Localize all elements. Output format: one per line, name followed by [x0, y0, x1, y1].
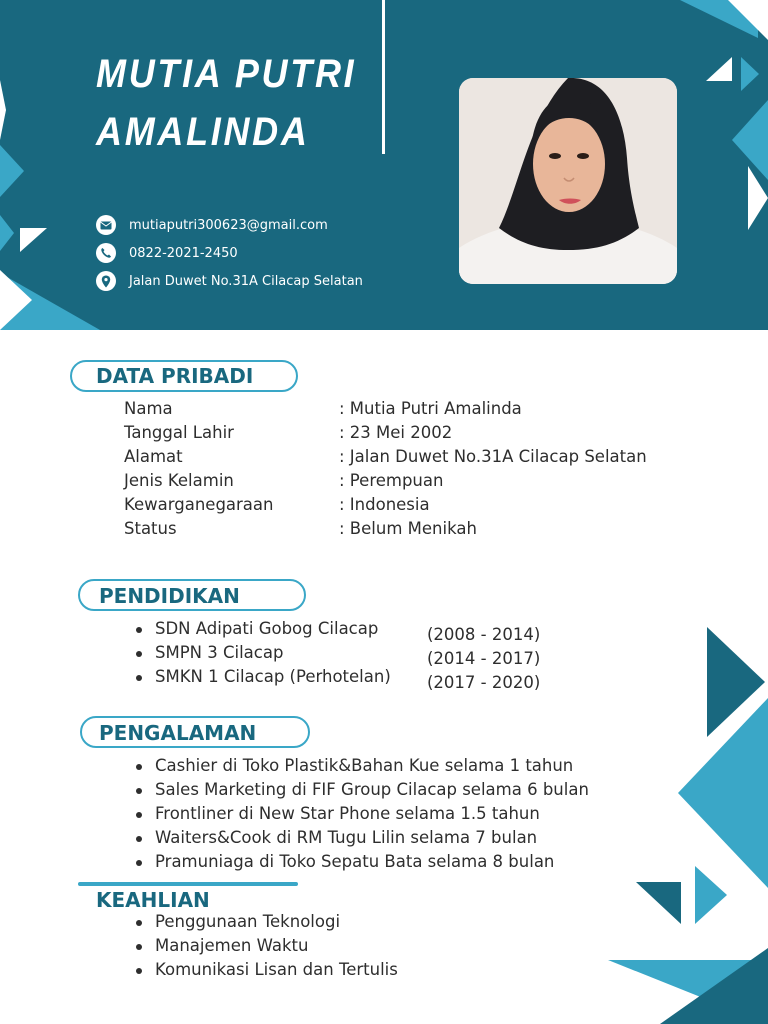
header-banner [0, 0, 768, 330]
decor-triangle [0, 80, 6, 140]
decor-triangle [608, 960, 768, 1024]
personal-row-tanggal-lahir [124, 423, 684, 447]
pengalaman-title: PENGALAMAN [99, 721, 257, 745]
contact-address [96, 271, 363, 291]
personal-row-jenis-kelamin [124, 471, 684, 495]
email-text[interactable]: mutiaputri300623@gmail.com [129, 217, 328, 233]
phone-text[interactable]: 0822-2021-2450 [129, 245, 238, 261]
experience-item: Sales Marketing di FIF Group Cilacap selama 6 bulan [155, 780, 589, 799]
decor-triangle [660, 948, 768, 1024]
bullet-dot [136, 788, 142, 794]
decor-triangle [741, 57, 759, 91]
bullet-dot [136, 627, 142, 633]
phone-icon [96, 243, 116, 263]
bullet-dot [136, 651, 142, 657]
education-school: SDN Adipati Gobog Cilacap [155, 619, 379, 638]
personal-value: : Perempuan [339, 471, 444, 490]
skill-item: Komunikasi Lisan dan Tertulis [155, 960, 398, 979]
decor-triangle [728, 0, 768, 40]
personal-row-nama [124, 399, 684, 423]
personal-row-kewarganegaraan [124, 495, 684, 519]
bullet-dot [136, 944, 142, 950]
keahlian-header-line [78, 882, 298, 886]
bullet-dot [136, 836, 142, 842]
personal-row-alamat [124, 447, 684, 471]
envelope-icon [96, 215, 116, 235]
skill-item: Penggunaan Teknologi [155, 912, 341, 931]
decor-triangle [0, 270, 32, 330]
personal-value: : 23 Mei 2002 [339, 423, 453, 442]
experience-item: Pramuniaga di Toko Sepatu Bata selama 8 bulan [155, 852, 555, 871]
skill-item: Manajemen Waktu [155, 936, 309, 955]
personal-value: : Indonesia [339, 495, 430, 514]
bullet-dot [136, 968, 142, 974]
education-years: (2017 - 2020) [427, 673, 541, 692]
header-divider [382, 0, 385, 154]
decor-triangle [0, 145, 24, 197]
location-pin-icon [96, 271, 116, 291]
experience-item: Cashier di Toko Plastik&Bahan Kue selama 1 tahun [155, 756, 574, 775]
decor-triangle [748, 166, 768, 230]
personal-label: Nama [124, 399, 173, 418]
personal-label: Status [124, 519, 177, 538]
decor-triangle [695, 866, 727, 924]
pendidikan-title: PENDIDIKAN [99, 584, 240, 608]
bullet-dot [136, 675, 142, 681]
personal-label: Jenis Kelamin [124, 471, 234, 490]
name-line-1: MUTIA PUTRI [96, 52, 357, 96]
decor-triangle [678, 698, 768, 888]
keahlian-title: KEAHLIAN [96, 888, 210, 912]
contact-email [96, 215, 328, 235]
personal-label: Tanggal Lahir [124, 423, 234, 442]
data-pribadi-title: DATA PRIBADI [96, 364, 254, 388]
education-school: SMKN 1 Cilacap (Perhotelan) [155, 667, 391, 686]
personal-value: : Belum Menikah [339, 519, 477, 538]
bullet-dot [136, 920, 142, 926]
contact-phone [96, 243, 238, 263]
personal-label: Kewarganegaraan [124, 495, 274, 514]
personal-label: Alamat [124, 447, 183, 466]
decor-triangle [20, 228, 47, 252]
education-years: (2008 - 2014) [427, 625, 541, 644]
personal-value: : Jalan Duwet No.31A Cilacap Selatan [339, 447, 647, 466]
profile-photo [459, 78, 677, 284]
decor-triangle [707, 627, 765, 737]
decor-triangle [0, 215, 14, 251]
name-line-2: AMALINDA [96, 110, 310, 154]
bullet-dot [136, 764, 142, 770]
personal-row-status [124, 519, 684, 543]
address-text: Jalan Duwet No.31A Cilacap Selatan [129, 273, 363, 289]
education-school: SMPN 3 Cilacap [155, 643, 284, 662]
personal-value: : Mutia Putri Amalinda [339, 399, 522, 418]
bullet-dot [136, 860, 142, 866]
education-years: (2014 - 2017) [427, 649, 541, 668]
decor-triangle [636, 882, 681, 924]
experience-item: Frontliner di New Star Phone selama 1.5 tahun [155, 804, 540, 823]
experience-item: Waiters&Cook di RM Tugu Lilin selama 7 bulan [155, 828, 538, 847]
decor-triangle [706, 57, 732, 81]
bullet-dot [136, 812, 142, 818]
